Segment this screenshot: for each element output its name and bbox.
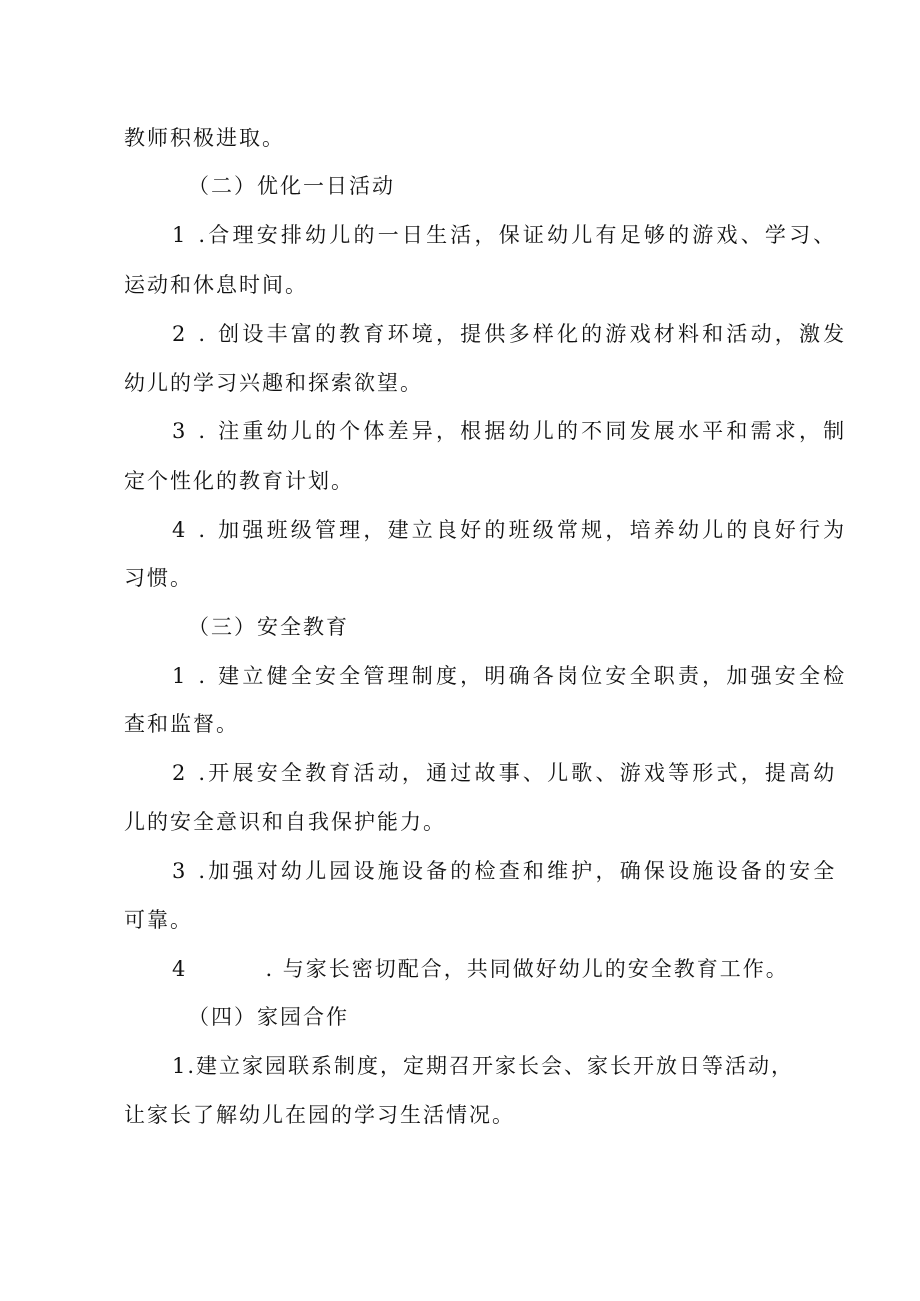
list-item-continuation: 查和监督。 <box>124 712 239 736</box>
list-item-continuation: 幼儿的学习兴趣和探索欲望。 <box>124 371 423 395</box>
list-item-line: 1 .合理安排幼儿的一日生活，保证幼儿有足够的游戏、学习、 <box>172 223 838 247</box>
list-item-line: 2 . 创设丰富的教育环境，提供多样化的游戏材料和活动，激发 <box>172 322 848 346</box>
list-item-line: 4 . 与家长密切配合，共同做好幼儿的安全教育工作。 <box>172 957 789 981</box>
section-heading: （四）家园合作 <box>188 1005 349 1029</box>
section-heading: （二）优化一日活动 <box>188 174 395 198</box>
list-item-line: 1.建立家园联系制度，定期召开家长会、家长开放日等活动， <box>172 1054 795 1078</box>
list-item-line: 3 . 注重幼儿的个体差异，根据幼儿的不同发展水平和需求，制 <box>172 419 848 443</box>
list-item-continuation: 运动和休息时间。 <box>124 273 308 297</box>
list-item-line: 1 . 建立健全安全管理制度，明确各岗位安全职责，加强安全检 <box>172 664 848 688</box>
list-item-continuation: 定个性化的教育计划。 <box>124 469 354 493</box>
list-item-continuation: 可靠。 <box>124 908 193 932</box>
list-item-line: 2 .开展安全教育活动，通过故事、儿歌、游戏等形式，提高幼 <box>172 761 838 785</box>
list-item-line: 4 . 加强班级管理，建立良好的班级常规，培养幼儿的良好行为 <box>172 518 848 542</box>
section-heading: （三）安全教育 <box>188 615 349 639</box>
list-item-continuation: 儿的安全意识和自我保护能力。 <box>124 810 446 834</box>
list-item-line: 3 .加强对幼儿园设施设备的检查和维护，确保设施设备的安全 <box>172 859 838 883</box>
paragraph-line: 教师积极进取。 <box>124 126 285 150</box>
list-item-continuation: 习惯。 <box>124 566 193 590</box>
list-item-continuation: 让家长了解幼儿在园的学习生活情况。 <box>124 1103 515 1127</box>
